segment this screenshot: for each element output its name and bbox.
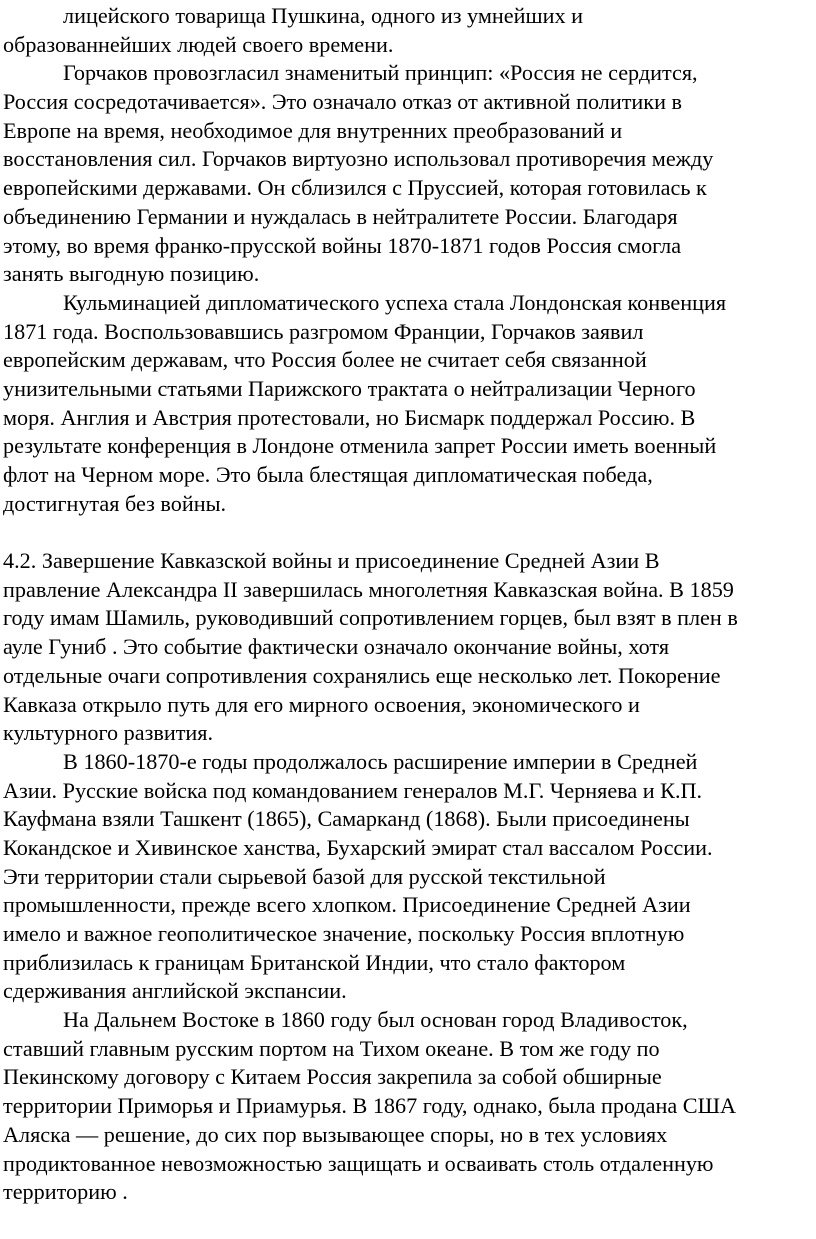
text-line: занять выгодную позицию. xyxy=(3,261,260,287)
text-line: результате конференция в Лондоне отменила запрет России иметь военный xyxy=(3,433,717,459)
text-line: Кауфмана взяли Ташкент (1865), Самарканд (1868). Были присоединены xyxy=(3,806,690,832)
text-line: моря. Англия и Австрия протестовали, но Бисмарк поддержал Россию. В xyxy=(3,404,696,430)
text-line: Горчаков провозгласил знаменитый принцип: «Россия не сердится, xyxy=(63,60,698,86)
paragraph xyxy=(3,1006,812,1207)
text-line: Россия сосредотачивается». Это означало отказ от активной политики в xyxy=(3,89,682,115)
text-line: образованнейших людей своего времени. xyxy=(3,31,394,57)
text-line: достигнутая без войны. xyxy=(3,490,227,516)
text-line: этому, во время франко-прусской войны 1870-1871 годов Россия смогла xyxy=(3,232,682,258)
text-line: отдельные очаги сопротивления сохранялись еще несколько лет. Покорение xyxy=(3,662,721,688)
blank-line xyxy=(3,518,812,547)
paragraph xyxy=(3,2,812,59)
text-line: правление Александра II завершилась многолетняя Кавказская война. В 1859 xyxy=(3,576,734,602)
text-line: территорию . xyxy=(3,1179,128,1205)
text-line: ауле Гуниб . Это событие фактически означало окончание войны, хотя xyxy=(3,634,670,660)
text-line: сдерживания английской экспансии. xyxy=(3,978,347,1004)
text-line: объединению Германии и нуждалась в нейтралитете России. Благодаря xyxy=(3,203,678,229)
text-line: флот на Черном море. Это была блестящая дипломатическая победа, xyxy=(3,462,653,487)
text-line: Пекинскому договору с Китаем Россия закрепила за собой обширные xyxy=(3,1064,662,1090)
text-line: унизительными статьями Парижского трактата о нейтрализации Черного xyxy=(3,375,696,401)
text-line: территории Приморья и Приамурья. В 1867 году, однако, была продана США xyxy=(3,1093,737,1119)
text-line: году имам Шамиль, руководивший сопротивлением горцев, был взят в плен в xyxy=(3,605,738,631)
paragraph xyxy=(3,748,812,1006)
text-line: Азии. Русские войска под командованием генералов М.Г. Черняева и К.П. xyxy=(3,777,703,803)
text-line: Аляска — решение, до сих пор вызывающее споры, но в тех условиях xyxy=(3,1121,668,1147)
text-line: Эти территории стали сырьевой базой для русской текстильной xyxy=(3,863,606,889)
text-line: восстановления сил. Горчаков виртуозно использовал противоречия между xyxy=(3,146,714,172)
text-line: 4.2. Завершение Кавказской войны и присоединение Средней Азии В xyxy=(3,548,660,574)
text-line: европейским державам, что Россия более не считает себя связанной xyxy=(3,347,647,373)
text-line: европейскими державами. Он сблизился с Пруссией, которая готовилась к xyxy=(3,175,707,201)
text-line: культурного развития. xyxy=(3,720,214,746)
text-line: Кульминацией дипломатического успеха стала Лондонская конвенция xyxy=(63,289,727,315)
text-line: 1871 года. Воспользовавшись разгромом Франции, Горчаков заявил xyxy=(3,318,644,344)
text-line: На Дальнем Востоке в 1860 году был основан город Владивосток, xyxy=(63,1007,688,1033)
text-line: приблизилась к границам Британской Индии, что стало фактором xyxy=(3,949,626,975)
text-line: В 1860-1870-е годы продолжалось расширение империи в Средней xyxy=(63,748,698,774)
paragraph xyxy=(3,289,812,519)
text-line: продиктованное невозможностью защищать и осваивать столь отдаленную xyxy=(3,1150,714,1176)
text-line: Европе на время, необходимое для внутренних преобразований и xyxy=(3,117,623,143)
paragraph xyxy=(3,59,812,289)
section-paragraph xyxy=(3,547,812,748)
text-line: лицейского товарища Пушкина, одного из умнейших и xyxy=(63,3,583,28)
text-line: промышленности, прежде всего хлопком. Присоединение Средней Азии xyxy=(3,892,691,918)
text-line: Кавказа открыло путь для его мирного освоения, экономического и xyxy=(3,691,640,717)
text-line: ставший главным русским портом на Тихом океане. В том же году по xyxy=(3,1035,660,1061)
text-line: имело и важное геополитическое значение, поскольку Россия вплотную xyxy=(3,921,685,946)
text-line: Кокандское и Хивинское ханства, Бухарский эмират стал вассалом России. xyxy=(3,834,713,860)
